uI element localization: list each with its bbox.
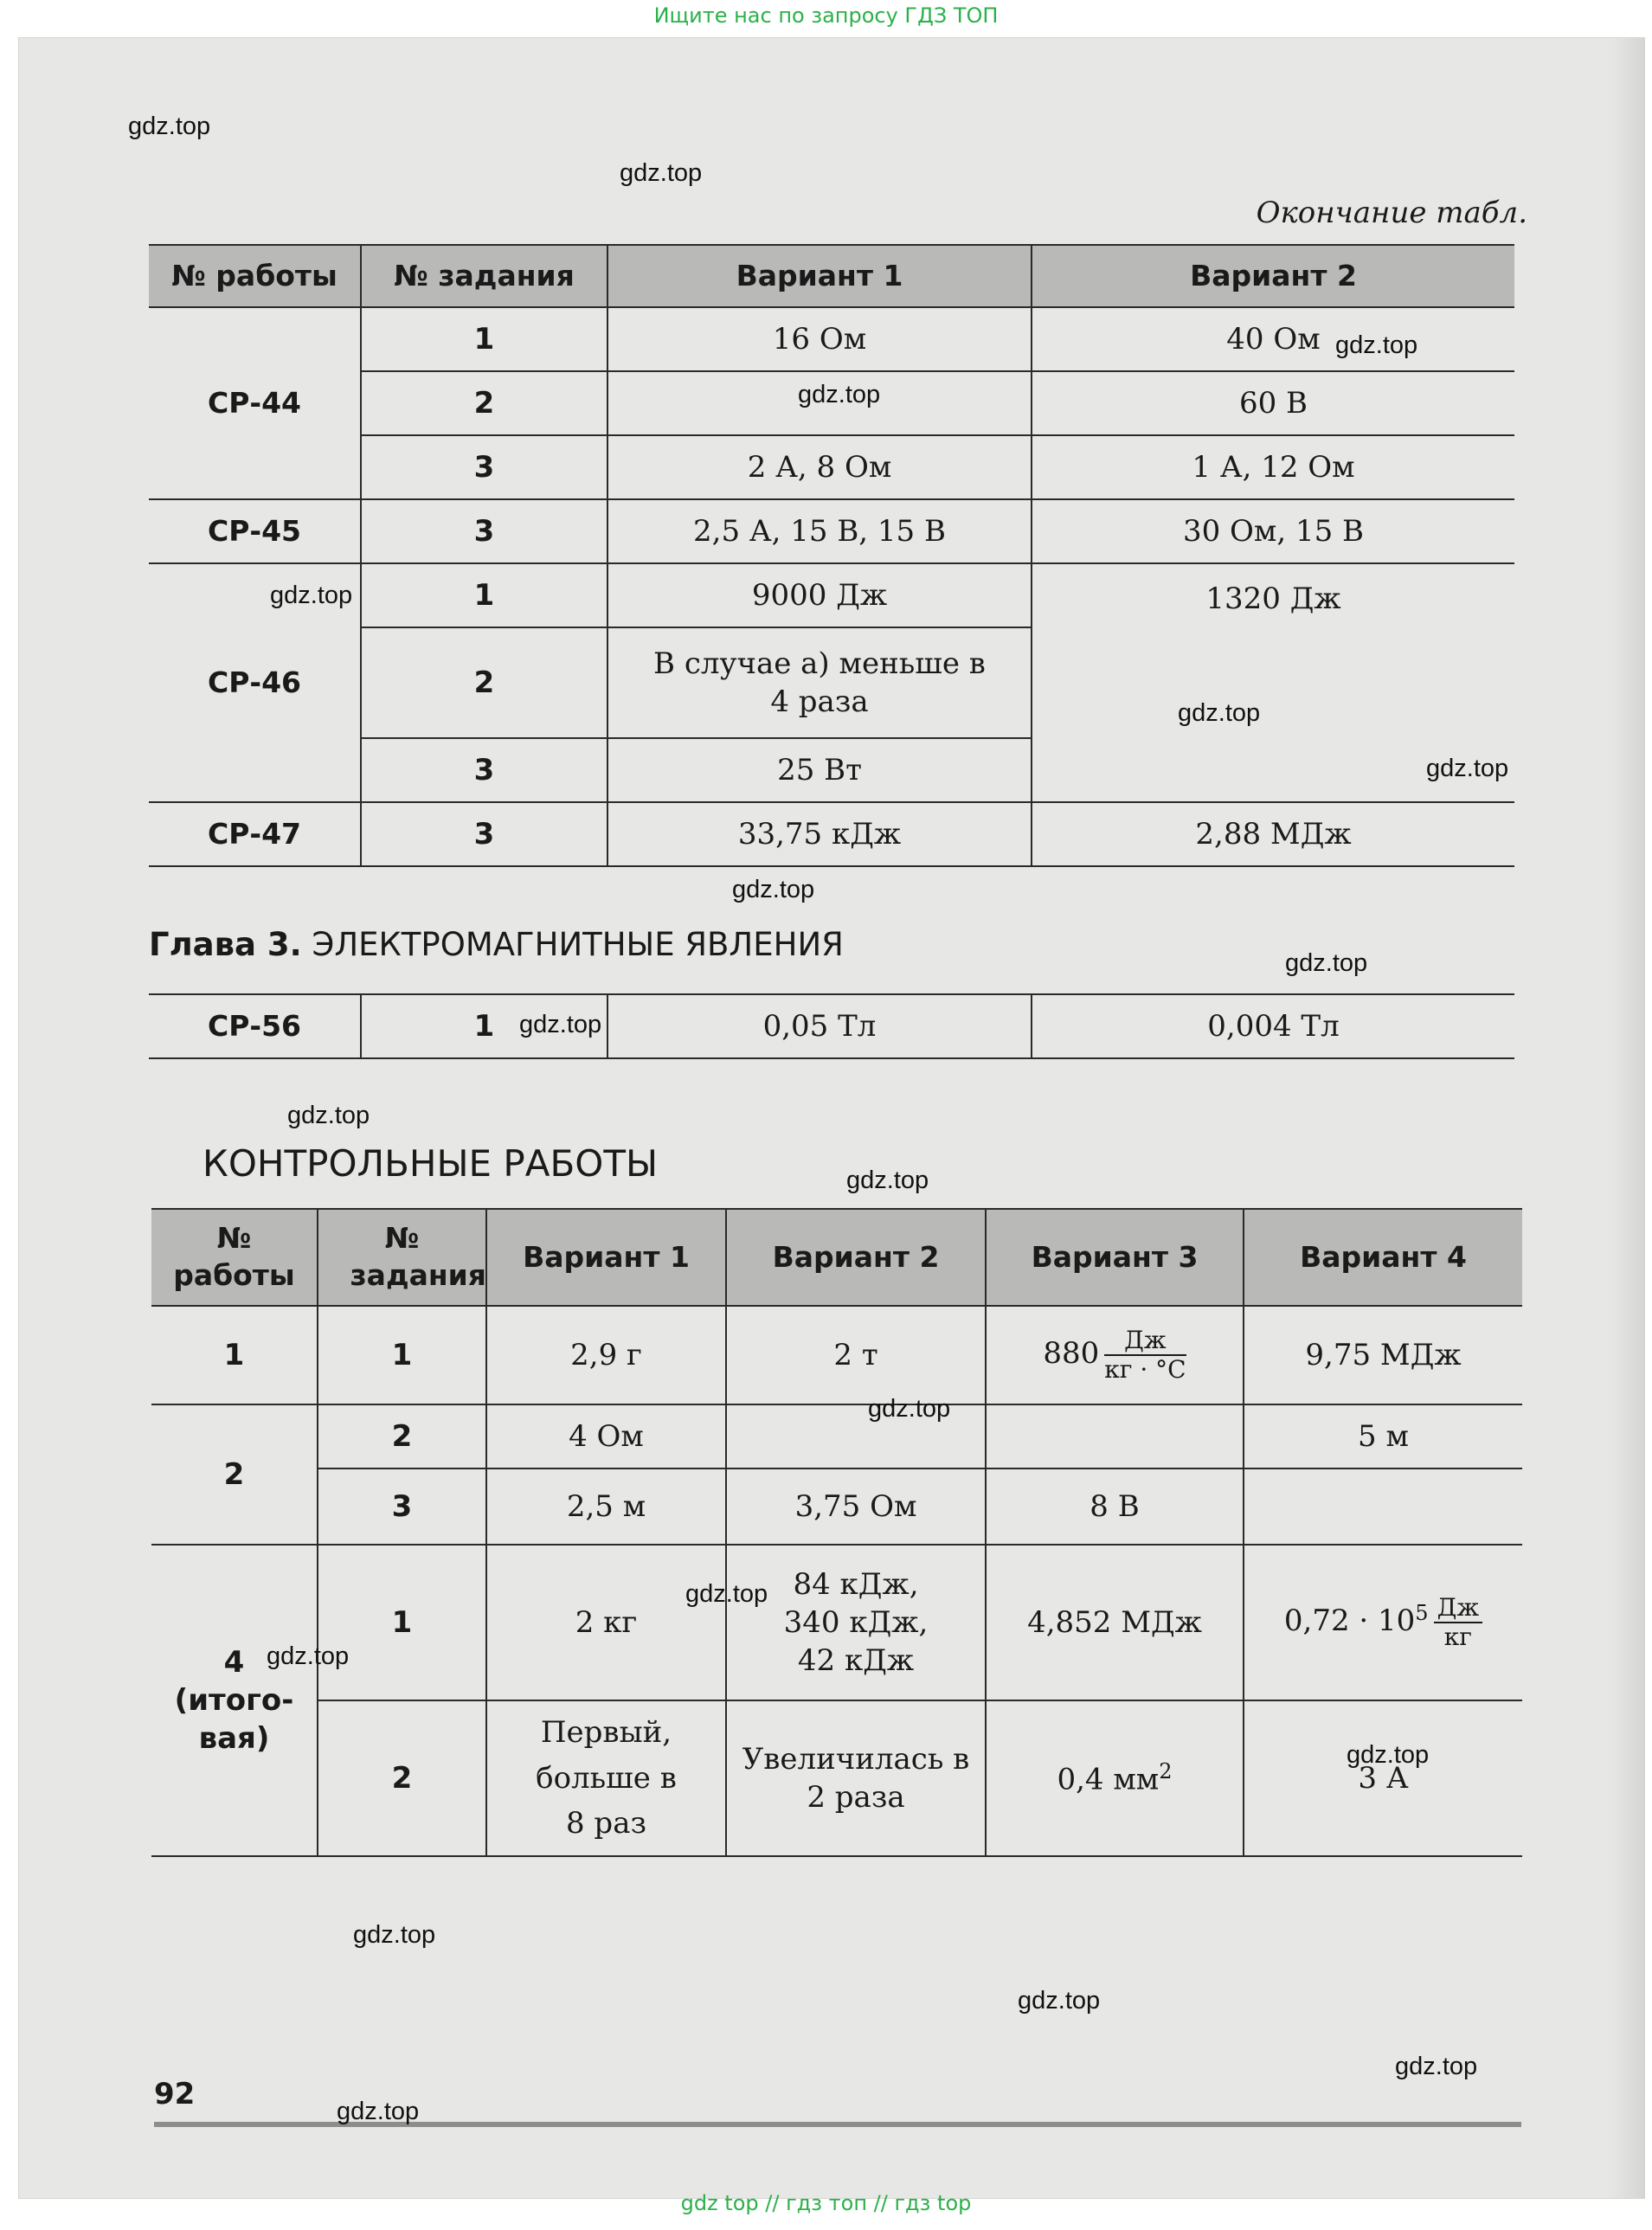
table-header-row	[151, 1209, 1522, 1306]
unit-denominator: кг · °С	[1104, 1355, 1186, 1384]
variant-2-cell: 0,004 Тл	[1032, 994, 1514, 1058]
work-cell: СР-47	[149, 802, 361, 866]
variant-1-cell	[486, 1700, 726, 1856]
variant-2-cell: 60 В	[1032, 371, 1514, 435]
unit-numerator: Дж	[1104, 1327, 1186, 1356]
variant-1-cell: 2 кг	[486, 1545, 726, 1700]
control-works-table	[151, 1208, 1522, 1857]
task-cell: 3	[361, 738, 607, 802]
section-title: КОНТРОЛЬНЫЕ РАБОТЫ	[202, 1142, 659, 1185]
header-text: № работы	[173, 1221, 295, 1292]
watermark: gdz.top	[798, 381, 881, 408]
bottom-banner[interactable]: gdz top // гдз топ // гдз top	[680, 2191, 972, 2215]
watermark: gdz.top	[1018, 1987, 1101, 2015]
header-task-number	[318, 1209, 486, 1306]
task-cell: 1	[318, 1545, 486, 1700]
electromagnetic-answers-table	[149, 993, 1514, 1059]
page-number: 92	[154, 2077, 196, 2111]
table-row	[151, 1306, 1522, 1404]
task-cell: 3	[361, 499, 607, 563]
unit-fraction	[1434, 1594, 1483, 1651]
variant-1-cell: 0,05 Тл	[607, 994, 1032, 1058]
unit-denominator: кг	[1443, 1623, 1472, 1651]
work-cell: СР-56	[149, 994, 361, 1058]
variant-4-cell: 9,75 МДж	[1244, 1306, 1522, 1404]
header-variant-1: Вариант 1	[486, 1209, 726, 1306]
variant-3-cell: 8 В	[986, 1468, 1244, 1545]
variant-1-cell: 2,5 А, 15 В, 15 В	[607, 499, 1032, 563]
variant-2-cell: 2,88 МДж	[1032, 802, 1514, 866]
work-cell	[151, 1545, 318, 1856]
task-cell: 2	[318, 1404, 486, 1468]
header-work-number	[151, 1209, 318, 1306]
header-variant-2: Вариант 2	[1032, 245, 1514, 307]
table-row	[151, 1700, 1522, 1856]
work-cell: СР-46	[149, 563, 361, 802]
watermark: gdz.top	[732, 876, 815, 903]
variant-2-text: Увеличилась в 2 раза	[742, 1741, 970, 1815]
task-cell: 2	[361, 627, 607, 738]
value: 0,4 мм	[1057, 1762, 1160, 1797]
variant-1-cell: 2,9 г	[486, 1306, 726, 1404]
variant-1-cell: 2,5 м	[486, 1468, 726, 1545]
variant-1-cell: 9000 Дж	[607, 563, 1032, 627]
variant-2-cell: 2 т	[726, 1306, 986, 1404]
watermark: gdz.top	[128, 112, 211, 140]
task-cell: 2	[361, 371, 607, 435]
table-header-row	[149, 245, 1514, 307]
variant-2-cell	[726, 1545, 986, 1700]
variant-1-cell: 25 Вт	[607, 738, 1032, 802]
value: 0,72 · 10	[1283, 1603, 1416, 1638]
watermark: gdz.top	[1395, 2053, 1478, 2080]
task-cell: 3	[318, 1468, 486, 1545]
chapter-label: Глава 3.	[149, 926, 302, 963]
watermark: gdz.top	[337, 2098, 420, 2125]
variant-2-cell: 3,75 Ом	[726, 1468, 986, 1545]
variant-1-cell: 33,75 кДж	[607, 802, 1032, 866]
task-cell: 1	[361, 307, 607, 371]
variant-3-cell	[986, 1700, 1244, 1856]
chapter-title: ЭЛЕКТРОМАГНИТНЫЕ ЯВЛЕНИЯ	[312, 926, 844, 963]
variant-4-cell	[1244, 1468, 1522, 1545]
table-row	[149, 994, 1514, 1058]
work-cell: 1	[151, 1306, 318, 1404]
chapter-3-heading	[149, 926, 844, 963]
variant-1-text: Первый, больше в 8 раз	[536, 1714, 677, 1841]
variant-2-cell: 40 Ом	[1032, 307, 1514, 371]
variant-3-cell	[986, 1306, 1244, 1404]
watermark: gdz.top	[868, 1395, 951, 1423]
watermark: gdz.top	[519, 1011, 602, 1038]
variant-2-text: 84 кДж, 340 кДж, 42 кДж	[783, 1566, 929, 1679]
table-row	[149, 563, 1514, 627]
top-banner[interactable]: Ищите нас по запросу ГДЗ ТОП	[653, 3, 999, 28]
variant-1-cell: 16 Ом	[607, 307, 1032, 371]
watermark: gdz.top	[287, 1102, 370, 1129]
work-cell: СР-44	[149, 307, 361, 499]
variant-1-text: В случае а) меньше в 4 раза	[653, 646, 986, 719]
watermark: gdz.top	[1347, 1741, 1430, 1769]
table-row	[151, 1545, 1522, 1700]
header-task-number: № задания	[361, 245, 607, 307]
variant-4-cell	[1244, 1545, 1522, 1700]
exponent: 2	[1159, 1758, 1173, 1783]
variant-3-cell	[986, 1404, 1244, 1468]
table-row	[149, 802, 1514, 866]
watermark: gdz.top	[270, 582, 353, 609]
table-continuation-caption: Окончание табл.	[1256, 196, 1527, 230]
variant-3-cell: 4,852 МДж	[986, 1545, 1244, 1700]
variant-1-cell	[607, 627, 1032, 738]
task-cell: 2	[318, 1700, 486, 1856]
variant-1-cell: 4 Ом	[486, 1404, 726, 1468]
header-variant-3: Вариант 3	[986, 1209, 1244, 1306]
variant-2-cell	[726, 1700, 986, 1856]
header-work-number: № работы	[149, 245, 361, 307]
unit-numerator: Дж	[1434, 1594, 1483, 1623]
watermark: gdz.top	[685, 1580, 768, 1608]
watermark: gdz.top	[1285, 949, 1368, 977]
watermark: gdz.top	[1178, 699, 1261, 727]
task-cell: 3	[361, 435, 607, 499]
variant-2-cell: 30 Ом, 15 В	[1032, 499, 1514, 563]
variant-4-cell: 5 м	[1244, 1404, 1522, 1468]
task-cell: 1	[318, 1306, 486, 1404]
table-row	[151, 1404, 1522, 1468]
answers-table-continued	[149, 244, 1514, 867]
variant-1-cell: 2 А, 8 Ом	[607, 435, 1032, 499]
table-row	[151, 1468, 1522, 1545]
page-edge-shadow	[1610, 38, 1644, 2198]
value: 880	[1043, 1336, 1100, 1371]
table-row	[149, 499, 1514, 563]
task-cell: 3	[361, 802, 607, 866]
watermark: gdz.top	[1335, 331, 1418, 359]
exponent: 5	[1415, 1600, 1429, 1625]
header-variant-4: Вариант 4	[1244, 1209, 1522, 1306]
task-cell: 1	[361, 563, 607, 627]
watermark: gdz.top	[620, 159, 703, 187]
variant-4-cell: 3 А	[1244, 1700, 1522, 1856]
work-label: 4 (итого-вая)	[174, 1644, 294, 1757]
watermark: gdz.top	[846, 1166, 929, 1194]
table-row	[149, 307, 1514, 371]
watermark: gdz.top	[267, 1642, 350, 1670]
watermark: gdz.top	[1426, 755, 1509, 782]
work-cell: 2	[151, 1404, 318, 1545]
watermark: gdz.top	[353, 1921, 436, 1949]
work-cell: СР-45	[149, 499, 361, 563]
task-cell: 1	[361, 994, 607, 1058]
unit-fraction	[1104, 1327, 1186, 1384]
variant-2-cell: 1320 Дж	[1032, 563, 1514, 802]
header-variant-2: Вариант 2	[726, 1209, 986, 1306]
header-text: № задания	[350, 1221, 486, 1292]
variant-2-cell: 1 А, 12 Ом	[1032, 435, 1514, 499]
header-variant-1: Вариант 1	[607, 245, 1032, 307]
